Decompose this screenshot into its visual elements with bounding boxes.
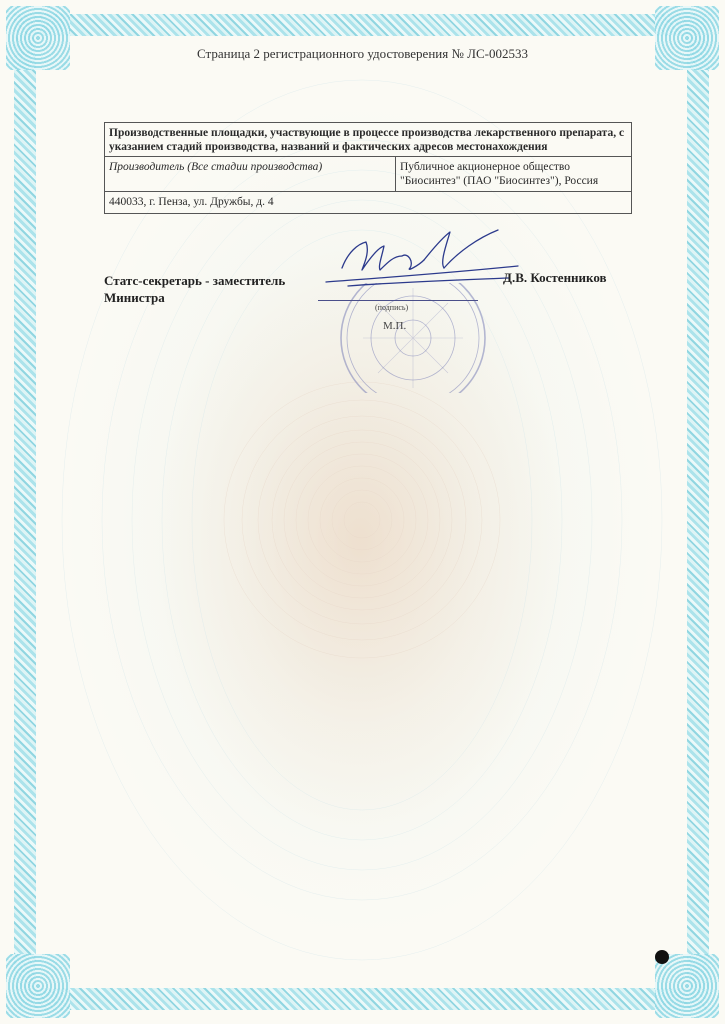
signatory-name: Д.В. Костенников	[503, 270, 607, 285]
signatory-position-line2: Министра	[104, 290, 165, 305]
punch-hole	[655, 950, 669, 964]
table-heading: Производственные площадки, участвующие в процессе производства лекарственного препарата, с указанием стадий производства, названий и фактических адресов местонахождения	[105, 123, 631, 157]
page-title: Страница 2 регистрационного удостоверения № ЛС-002533	[197, 46, 528, 61]
signature-line	[318, 300, 478, 301]
manufacturer-role: Производитель (Все стадии производства)	[105, 157, 396, 191]
signatory-position	[104, 272, 285, 306]
manufacturer-name: Публичное акционерное общество "Биосинтез" (ПАО "Биосинтез"), Россия	[400, 161, 599, 187]
seal-caption: М.П.	[383, 320, 407, 332]
signature-caption: (подпись)	[375, 303, 409, 312]
manufacturer-address: 440033, г. Пенза, ул. Дружбы, д. 4	[109, 196, 274, 208]
handwritten-signature	[318, 222, 528, 307]
corner-ornament-bottom-left	[6, 954, 70, 1018]
corner-ornament-bottom-right	[655, 954, 719, 1018]
signatory-position-line1: Статс-секретарь - заместитель	[104, 273, 286, 288]
production-sites-table	[104, 122, 632, 214]
table-row	[105, 157, 631, 192]
